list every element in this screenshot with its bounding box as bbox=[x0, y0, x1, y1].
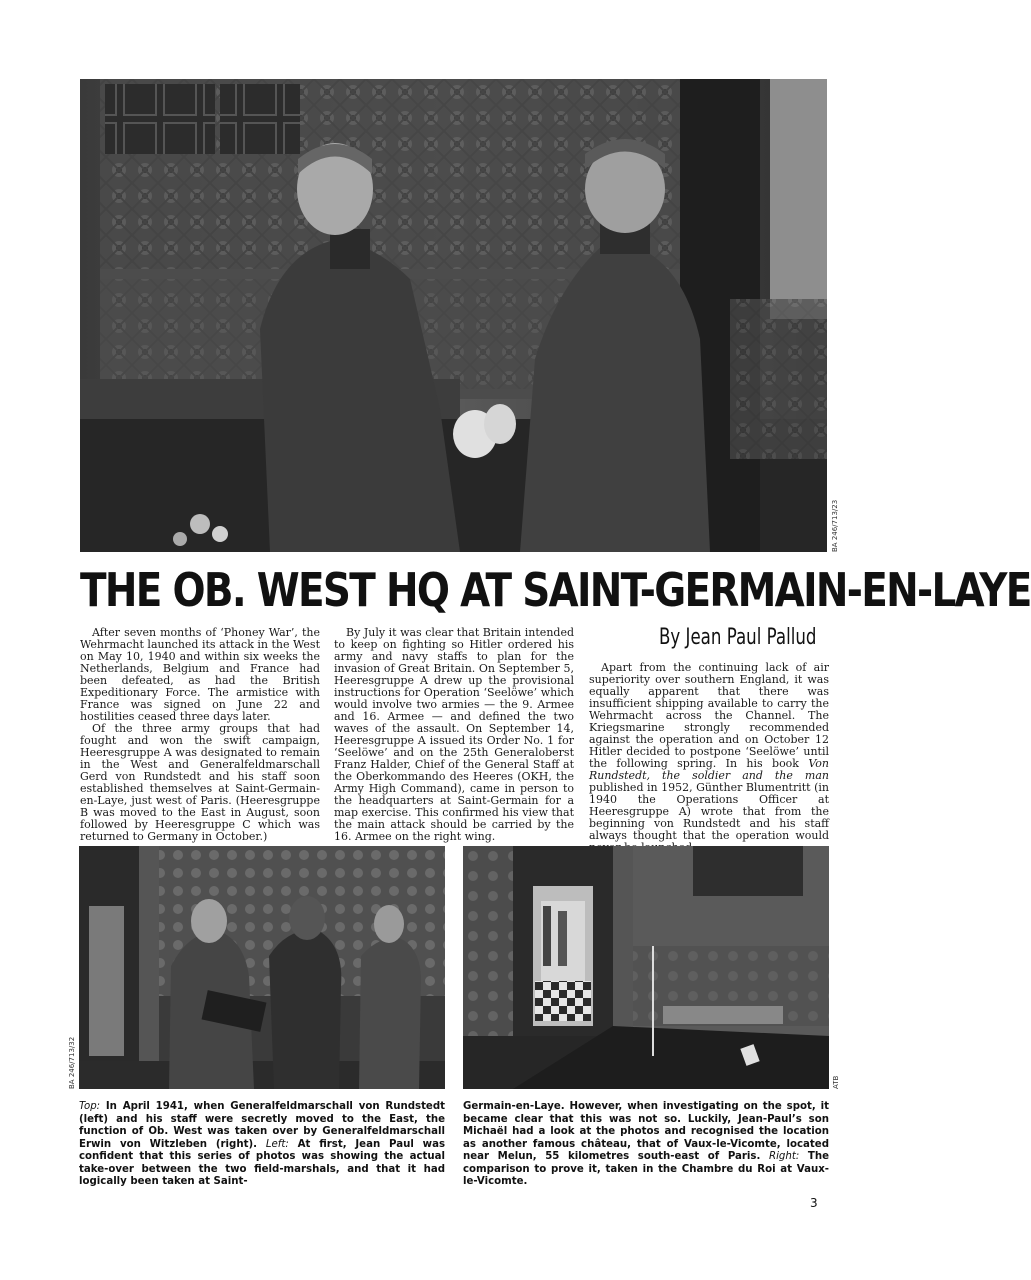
article-column-3 bbox=[589, 662, 829, 854]
book-title: Von Rundstedt, the soldier and the man bbox=[589, 757, 830, 782]
paragraph: Of the three army groups that had fought and won the swift campaign, Heeresgruppe A was designated to remain in the West and Generalfeldmarschall Gerd von Rundstedt and his staff soon established themselves at Saint-Germain-en-Laye, just west of Paris. (Heeresgruppe B was moved to the East in August, soon followed by Heeresgruppe C which was returned to Germany in October.) bbox=[80, 722, 320, 843]
photo-caption-left bbox=[79, 1101, 445, 1189]
caption-lead: Right: bbox=[769, 1151, 800, 1162]
caption-lead: Top: bbox=[79, 1101, 101, 1112]
paragraph-text: Apart from the continuing lack of air superiority over southern England, it was equally apparent that there was insufficient shipping available to carry the Wehrmacht across the Channel. The Kriegsmarine strongly recommended against the operation and on October 12 Hitler decided to postpone ‘Seelöwe’ until the following spring. In his book bbox=[589, 661, 829, 770]
photo-presentation bbox=[79, 846, 445, 1089]
photo-handshake bbox=[80, 79, 827, 552]
photo-credit-right: ATB bbox=[832, 1075, 840, 1089]
article-column-2 bbox=[334, 627, 574, 843]
photo-chambre-du-roi-image bbox=[463, 846, 829, 1089]
headline: THE OB. WEST HQ AT SAINT-GERMAIN-EN-LAYE bbox=[80, 563, 1031, 617]
caption-lead: Left: bbox=[265, 1138, 289, 1150]
paragraph bbox=[589, 662, 829, 854]
caption-text: In April 1941, when Generalfeldmarschall von Rundstedt (left) and his staff were secretly moved to the East, the function of Ob. West was taken over by Generalfeldmarschall Erwin von Witzleben (right). bbox=[79, 1101, 446, 1150]
photo-credit-top: BA 246/713/23 bbox=[831, 499, 839, 552]
photo-presentation-image bbox=[79, 846, 445, 1089]
paragraph: After seven months of ‘Phoney War’, the Wehrmacht launched its attack in the West on May 10, 1940 and within six weeks the Netherlands, Belgium and France had been defeated, as had the British Expeditionary Force. The armistice with France was signed on June 22 and hostilities ceased three days later. bbox=[80, 626, 320, 723]
photo-credit-left: BA 246/713/32 bbox=[68, 1036, 76, 1089]
paragraph-text: published in 1952, Günther Blumentritt (in 1940 the Operations Officer at Heeresgruppe A) wrote that from the beginning von Rundstedt and his staff always thought that the operation would bbox=[589, 781, 829, 842]
caption-text: Germain-en-Laye. However, when investigating on the spot, it became clear that this was not so. Luckily, Jean-Paul’s son Michaël had a look at the photos and recognised the location as another famous château, that of Vaux-le-Vicomte, located near Melun, 55 kilometres south-east of Paris. bbox=[463, 1101, 829, 1162]
caption-text: At first, Jean Paul was confident that this series of photos was showing the actual take-over between the two field-marshals, and that it had logically been taken at Saint- bbox=[79, 1138, 446, 1187]
article-column-1 bbox=[80, 627, 320, 843]
photo-handshake-image bbox=[80, 79, 827, 552]
photo-caption-right bbox=[463, 1101, 829, 1189]
page-number: 3 bbox=[810, 1196, 818, 1210]
photo-chambre-du-roi bbox=[463, 846, 829, 1089]
caption-text: The comparison to prove it, taken in the Chambre du Roi at Vaux-le-Vicomte. bbox=[463, 1151, 830, 1187]
paragraph: By July it was clear that Britain intended to keep on fighting so Hitler ordered his army and navy staffs to plan for the invasion of Great Britain. On September 5, Heeresgruppe A drew up the provisional instructions for Operation ‘Seelöwe’ which would involve two armies — the 9. Armee and 16. Armee — and defined the two waves of the assault. On September 14, Heeresgruppe A issued its Order No. 1 for ‘Seelöwe’ and on the 25th Generaloberst Franz Halder, Chief of the General Staff at the Oberkommando des Heeres (OKH, the Army High Command), came in person to the headquarters at Saint-Germain for a map exercise. This confirmed his view that the main attack should be carried by the 16. Armee on the right wing. bbox=[334, 626, 574, 843]
byline: By Jean Paul Pallud bbox=[659, 625, 817, 650]
